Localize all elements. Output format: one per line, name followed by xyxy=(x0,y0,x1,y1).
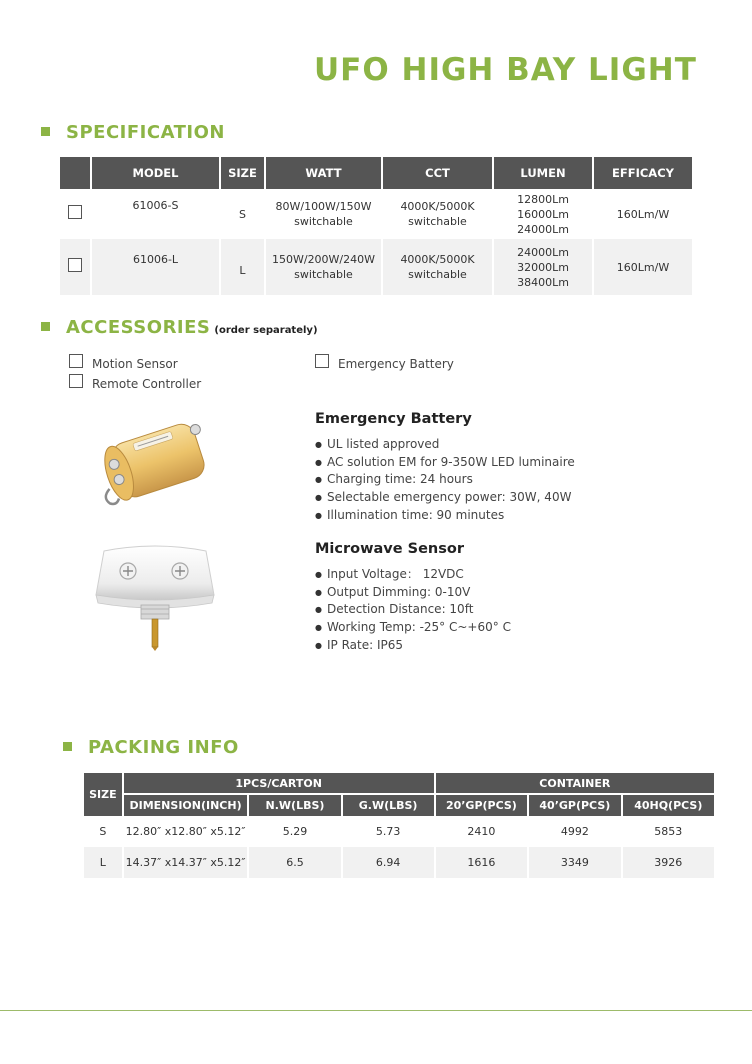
watt-value: 150W/200W/240W xyxy=(271,253,376,266)
microwave-sensor-image xyxy=(92,545,218,653)
microwave-sensor-features xyxy=(315,566,511,654)
efficacy-cell: 160Lm/W xyxy=(616,207,670,221)
list-item: ● AC solution EM for 9-350W LED luminaire xyxy=(315,454,575,472)
model-cell xyxy=(92,189,219,239)
packing-header-nw: N.W(LBS) xyxy=(249,795,340,816)
watt-note: switchable xyxy=(294,268,353,281)
list-item: ● Charging time: 24 hours xyxy=(315,471,575,489)
spec-select-cell xyxy=(60,239,90,295)
gp20-cell: 1616 xyxy=(436,847,527,878)
size-cell: L xyxy=(221,239,264,295)
lumen-value: 38400Lm xyxy=(517,275,569,289)
lumen-value: 24000Lm xyxy=(517,222,569,236)
spec-header-size: SIZE xyxy=(221,157,264,189)
accessory-label: Remote Controller xyxy=(92,377,202,391)
lumen-value: 16000Lm xyxy=(517,207,569,221)
cct-cell xyxy=(383,189,492,239)
spec-select-cell xyxy=(60,189,90,239)
packing-header-dimension: DIMENSION(INCH) xyxy=(124,795,248,816)
motion-sensor-checkbox[interactable] xyxy=(69,354,83,368)
specification-heading xyxy=(41,122,225,143)
spec-header-lumen: LUMEN xyxy=(494,157,592,189)
emergency-battery-features xyxy=(315,436,575,524)
lumen-cell xyxy=(494,189,592,239)
list-item: ● Output Dimming: 0-10V xyxy=(315,584,511,602)
watt-note: switchable xyxy=(294,215,353,228)
accessories-heading xyxy=(41,317,318,338)
cct-note: switchable xyxy=(408,268,467,281)
gp40-cell: 3349 xyxy=(529,847,620,878)
section-bullet-icon xyxy=(63,742,72,751)
section-bullet-icon xyxy=(41,322,50,331)
packing-header-40hq: 40HQ(PCS) xyxy=(623,795,714,816)
table-row xyxy=(60,189,692,239)
table-row xyxy=(84,847,714,878)
gw-cell: 6.94 xyxy=(343,847,434,878)
list-item: ● Selectable emergency power: 30W, 40W xyxy=(315,489,575,507)
microwave-sensor-icon xyxy=(92,545,218,653)
cct-value: 4000K/5000K xyxy=(400,200,475,213)
spec-header-cct: CCT xyxy=(383,157,492,189)
model-61006-l-checkbox[interactable] xyxy=(68,258,82,272)
section-bullet-icon xyxy=(41,127,50,136)
packing-header-20gp: 20’GP(PCS) xyxy=(436,795,527,816)
list-item: ● IP Rate: IP65 xyxy=(315,637,511,655)
accessory-label: Motion Sensor xyxy=(92,357,178,371)
model-61006-s-checkbox[interactable] xyxy=(68,205,82,219)
packing-table xyxy=(82,773,716,878)
emergency-battery-title: Emergency Battery xyxy=(315,411,472,427)
remote-controller-checkbox[interactable] xyxy=(69,374,83,388)
size-cell: L xyxy=(84,847,122,878)
model-value: 61006-L xyxy=(132,253,179,266)
lumen-value: 24000Lm xyxy=(517,245,569,259)
hq40-cell: 3926 xyxy=(623,847,714,878)
model-value: 61006-S xyxy=(132,199,179,212)
spec-header-row xyxy=(60,157,692,189)
model-cell xyxy=(92,239,219,295)
gp40-cell: 4992 xyxy=(560,825,589,838)
dimension-cell: 14.37″ x14.37″ x5.12″ xyxy=(124,847,248,878)
accessory-remote-controller[interactable] xyxy=(69,374,202,391)
lumen-cell xyxy=(494,239,592,295)
dimension-cell: 12.80″ x12.80″ x5.12″ xyxy=(125,825,246,838)
accessories-note: (order separately) xyxy=(214,325,318,336)
efficacy-cell: 160Lm/W xyxy=(594,239,692,295)
emergency-battery-checkbox[interactable] xyxy=(315,354,329,368)
packing-header-size: SIZE xyxy=(84,773,122,816)
packing-header-carton: 1PCS/CARTON xyxy=(124,773,434,795)
watt-cell xyxy=(266,239,381,295)
list-item: ● Input Voltage： 12VDC xyxy=(315,566,511,584)
cct-note: switchable xyxy=(408,215,467,228)
packing-header-40gp: 40’GP(PCS) xyxy=(529,795,620,816)
cct-cell xyxy=(383,239,492,295)
accessory-motion-sensor[interactable] xyxy=(69,354,178,371)
watt-cell xyxy=(266,189,381,239)
hq40-cell: 5853 xyxy=(654,825,683,838)
table-row xyxy=(84,816,714,847)
list-item: ● Detection Distance: 10ft xyxy=(315,601,511,619)
nw-cell: 6.5 xyxy=(249,847,340,878)
size-cell: S xyxy=(99,825,107,838)
packing-header-gw: G.W(LBS) xyxy=(343,795,434,816)
packing-heading xyxy=(63,737,239,758)
accessories-heading-text: ACCESSORIES xyxy=(66,317,211,338)
microwave-sensor-title: Microwave Sensor xyxy=(315,541,464,557)
cct-value: 4000K/5000K xyxy=(400,253,475,266)
gp20-cell: 2410 xyxy=(467,825,496,838)
spec-header-model: MODEL xyxy=(92,157,219,189)
table-row xyxy=(60,239,692,295)
size-cell: S xyxy=(239,207,246,221)
accessory-label: Emergency Battery xyxy=(338,357,454,371)
specification-heading-text: SPECIFICATION xyxy=(66,122,225,143)
footer-divider xyxy=(0,1010,752,1011)
list-item: ● Working Temp: -25° C~+60° C xyxy=(315,619,511,637)
lumen-value: 32000Lm xyxy=(517,260,569,274)
gw-cell: 5.73 xyxy=(375,825,401,838)
packing-header-row xyxy=(84,795,714,816)
watt-value: 80W/100W/150W xyxy=(275,200,372,213)
spec-header-efficacy: EFFICACY xyxy=(594,157,692,189)
list-item: ● UL listed approved xyxy=(315,436,575,454)
emergency-battery-image xyxy=(86,416,222,512)
spec-header-watt: WATT xyxy=(266,157,381,189)
accessory-emergency-battery[interactable] xyxy=(315,354,454,371)
page-title: UFO HIGH BAY LIGHT xyxy=(314,52,697,88)
nw-cell: 5.29 xyxy=(282,825,308,838)
list-item: ● Illumination time: 90 minutes xyxy=(315,507,575,525)
packing-header-container: CONTAINER xyxy=(436,773,714,795)
lumen-value: 12800Lm xyxy=(517,192,569,206)
packing-heading-text: PACKING INFO xyxy=(88,737,239,758)
spec-header-select xyxy=(60,157,90,189)
packing-group-row xyxy=(84,773,714,795)
specification-table xyxy=(58,157,694,295)
emergency-battery-icon xyxy=(86,416,222,512)
